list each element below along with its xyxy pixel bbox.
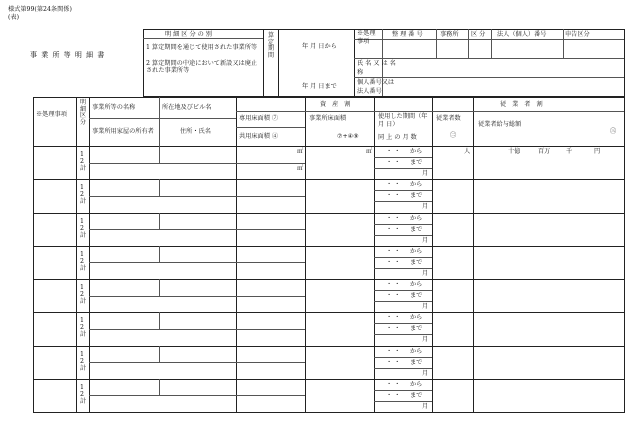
row-sub-line xyxy=(374,201,432,202)
detail-choice-total: 計 xyxy=(80,165,87,172)
row-split xyxy=(159,146,160,163)
row-sub-line xyxy=(374,224,432,225)
row-mid-line xyxy=(89,229,305,230)
row-sub-line xyxy=(374,290,432,291)
form-number: 様式第99(第24条関係) xyxy=(8,6,72,13)
date-to-dots: ・ ・ xyxy=(386,391,401,399)
office-area-header: 事業所床面積 xyxy=(309,115,347,122)
row-sub-line xyxy=(374,257,432,258)
office-area-formula: ⑦+④⑨ xyxy=(337,133,359,140)
detail-choice-1: 1 xyxy=(80,217,84,225)
row-split xyxy=(159,312,160,329)
row-divider xyxy=(33,213,625,214)
detail-choice-2: 2 xyxy=(80,390,84,398)
row-mid-line xyxy=(89,196,305,197)
months-header: 同 上 の 月 数 xyxy=(378,134,417,141)
row-divider xyxy=(33,379,625,380)
month-unit: 月 xyxy=(422,236,429,244)
date-from-dots: ・ ・ xyxy=(386,148,401,155)
row-sub-line xyxy=(374,268,432,269)
from-text: から xyxy=(410,281,423,288)
row-divider xyxy=(33,312,625,313)
sheet-label: (表) xyxy=(8,14,20,21)
detail-choice-2: 2 xyxy=(80,224,84,232)
date-from-dots: ・ ・ xyxy=(386,347,401,355)
to-text: まで xyxy=(410,258,423,266)
detail-item-2: 2 算定期間の中途において新設又は廃止された事業所等 xyxy=(146,60,258,74)
unit-sqm: ㎡ xyxy=(297,165,304,172)
filing-category-label: 申告区分 xyxy=(565,31,590,38)
row-split xyxy=(159,179,160,196)
employee-count-header: 従業者数 xyxy=(436,115,461,122)
to-text: まで xyxy=(410,391,423,399)
date-to-dots: ・ ・ xyxy=(386,192,401,200)
exclusive-area-header: 専用床面積 ⑦ xyxy=(239,115,279,122)
month-unit: 月 xyxy=(422,369,429,377)
row-split xyxy=(159,346,160,363)
row-divider xyxy=(33,246,625,247)
row-mid-line xyxy=(89,329,305,330)
month-unit: 月 xyxy=(422,402,429,410)
row-sub-line xyxy=(374,190,432,191)
owner-header: 事業所用家屋の所有者 xyxy=(92,128,154,135)
row-sub-line xyxy=(374,334,432,335)
from-text: から xyxy=(410,347,423,355)
row-sub-line xyxy=(374,168,432,169)
month-unit: 月 xyxy=(422,170,429,177)
date-from-dots: ・ ・ xyxy=(386,281,401,288)
date-to-dots: ・ ・ xyxy=(386,225,401,233)
corp-number-label: 法人（個人）番号 xyxy=(497,31,547,38)
month-unit: 月 xyxy=(422,303,429,310)
date-to-dots: ・ ・ xyxy=(386,325,401,333)
assets-group-header: 資 産 割 xyxy=(320,101,353,108)
to-text: まで xyxy=(410,225,423,233)
to-text: まで xyxy=(410,192,423,200)
period-to: 年 月 日まで xyxy=(302,83,337,90)
unit-sqm: ㎡ xyxy=(366,148,373,155)
row-split xyxy=(159,246,160,263)
row-split xyxy=(159,279,160,296)
row-sub-line xyxy=(374,301,432,302)
detail-choice-total: 計 xyxy=(80,331,87,339)
period-from: 年 月 日から xyxy=(302,43,337,50)
unit-sqm: ㎡ xyxy=(297,148,304,155)
shared-area-header: 共用床面積 ④ xyxy=(239,133,279,140)
row-sub-line xyxy=(374,390,432,391)
from-text: から xyxy=(410,314,423,322)
row-sub-line xyxy=(374,157,432,158)
detail-choice-2: 2 xyxy=(80,324,84,332)
detail-choice-2: 2 xyxy=(80,357,84,365)
detail-choice-total: 計 xyxy=(80,231,87,239)
row-mid-line xyxy=(89,395,305,396)
owner-address-header: 住所・氏名 xyxy=(180,128,211,135)
to-text: まで xyxy=(410,159,423,166)
employees-group-header: 従 業 者 割 xyxy=(500,101,545,108)
unit-persons: 人 xyxy=(464,148,471,155)
detail-choice-2: 2 xyxy=(80,158,84,165)
detail-choice-1: 1 xyxy=(80,284,84,291)
to-text: まで xyxy=(410,292,423,299)
category-label: 区 分 xyxy=(471,31,486,38)
unit-billion: 十億 xyxy=(508,148,521,155)
detail-choice-total: 計 xyxy=(80,397,87,405)
row-sub-line xyxy=(374,368,432,369)
row-mid-line xyxy=(89,362,305,363)
date-to-dots: ・ ・ xyxy=(386,292,401,299)
row-sub-line xyxy=(374,401,432,402)
detail-choice-1: 1 xyxy=(80,383,84,391)
detail-choice-2: 2 xyxy=(80,191,84,199)
from-text: から xyxy=(410,380,423,388)
office-name-header: 事業所等の名称 xyxy=(92,104,136,111)
date-from-dots: ・ ・ xyxy=(386,314,401,322)
row-divider xyxy=(33,279,625,280)
from-text: から xyxy=(410,148,423,155)
document-title: 事 業 所 等 明 細 書 xyxy=(30,51,106,59)
processing-col-header: ※処理事項 xyxy=(36,111,67,118)
from-text: から xyxy=(410,247,423,255)
row-split xyxy=(159,379,160,396)
month-unit: 月 xyxy=(422,203,429,211)
date-to-dots: ・ ・ xyxy=(386,159,401,166)
row-sub-line xyxy=(374,235,432,236)
row-split xyxy=(159,213,160,230)
period-label: 算 定 期 間 xyxy=(267,32,274,59)
unit-million: 百万 xyxy=(538,148,551,155)
row-divider xyxy=(33,179,625,180)
individual-number-label: 個人番号又は法人番号 xyxy=(357,79,395,95)
date-from-dots: ・ ・ xyxy=(386,214,401,222)
detail-choice-2: 2 xyxy=(80,291,84,298)
name-label: 氏 名 又 は 名 称 xyxy=(357,60,396,76)
row-sub-line xyxy=(374,357,432,358)
date-to-dots: ・ ・ xyxy=(386,258,401,266)
office-label: 事務所 xyxy=(440,31,459,38)
date-from-dots: ・ ・ xyxy=(386,181,401,189)
to-text: まで xyxy=(410,325,423,333)
employee-count-mark: ㊁ xyxy=(450,132,457,139)
row-sub-line xyxy=(374,323,432,324)
reg-number-label: 整 理 番 号 xyxy=(392,31,423,38)
processing-label: ※処理事項 xyxy=(357,30,376,45)
row-mid-line xyxy=(89,163,305,164)
row-divider xyxy=(33,346,625,347)
row-mid-line xyxy=(89,296,305,297)
month-unit: 月 xyxy=(422,269,429,277)
payroll-mark: ㊂ xyxy=(610,128,617,135)
detail-choice-1: 1 xyxy=(80,317,84,325)
month-unit: 月 xyxy=(422,336,429,344)
row-mid-line xyxy=(89,262,305,263)
unit-yen: 円 xyxy=(594,148,601,155)
detail-choice-1: 1 xyxy=(80,250,84,258)
payroll-header: 従業者給与総額 xyxy=(478,121,522,128)
detail-choice-1: 1 xyxy=(80,350,84,358)
detail-choice-1: 1 xyxy=(80,184,84,192)
to-text: まで xyxy=(410,358,423,366)
detail-choice-total: 計 xyxy=(80,198,87,206)
detail-item-1: 1 算定期間を通じて使用された事業所等 xyxy=(146,44,258,51)
detail-category-header: 明 細 区 分 の 別 xyxy=(165,31,212,38)
detail-choice-total: 計 xyxy=(80,364,87,372)
detail-choice-2: 2 xyxy=(80,257,84,265)
detail-choice-total: 計 xyxy=(80,264,87,272)
detail-choice-1: 1 xyxy=(80,151,84,158)
detail-choice-total: 計 xyxy=(80,298,87,305)
from-text: から xyxy=(410,181,423,189)
detail-col-header: 明細区分 xyxy=(79,99,86,126)
unit-thousand: 千 xyxy=(566,148,573,155)
date-to-dots: ・ ・ xyxy=(386,358,401,366)
date-from-dots: ・ ・ xyxy=(386,247,401,255)
usage-period-header: 使用した期間（年 月 日） xyxy=(378,113,428,128)
from-text: から xyxy=(410,214,423,222)
date-from-dots: ・ ・ xyxy=(386,380,401,388)
location-header: 所在地及びビル名 xyxy=(162,104,212,111)
